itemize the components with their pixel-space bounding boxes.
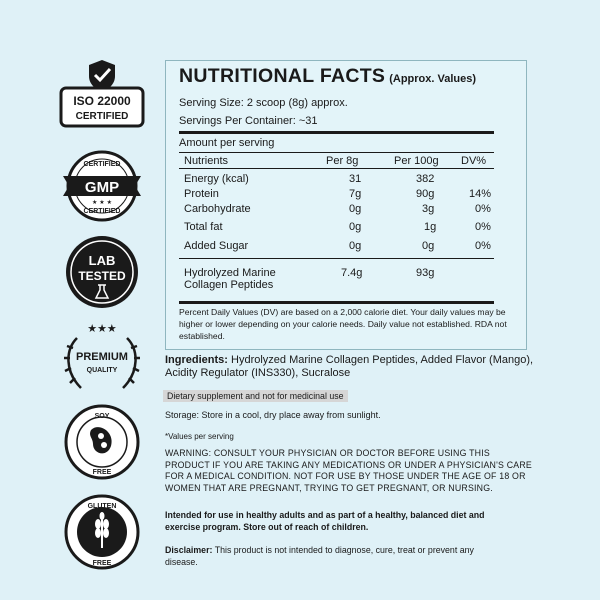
gmp-bottom: CERTIFIED bbox=[83, 208, 121, 215]
facts-subtitle: (Approx. Values) bbox=[389, 73, 477, 85]
values-note: *Values per serving bbox=[165, 432, 234, 441]
header-dv: DV% bbox=[461, 155, 487, 167]
certification-badges bbox=[0, 0, 150, 600]
row-protein-dv: 14% bbox=[469, 188, 492, 200]
premium-quality-badge bbox=[55, 316, 150, 398]
row-fat-per8g: 0g bbox=[349, 221, 362, 233]
iso-22000-badge bbox=[55, 58, 150, 140]
row-sugar-per100g: 0g bbox=[422, 240, 435, 252]
divider bbox=[179, 152, 494, 153]
iso-line2: CERTIFIED bbox=[75, 111, 129, 122]
row-energy-per100g: 382 bbox=[416, 173, 435, 185]
disclaimer-text: This product is not intended to diagnose, cure, treat or prevent any disease. bbox=[165, 545, 474, 567]
row-carb-name: Carbohydrate bbox=[184, 203, 251, 215]
collagen-line2: Collagen Peptides bbox=[184, 279, 274, 291]
divider bbox=[179, 168, 494, 169]
header-nutrient: Nutrients bbox=[184, 155, 229, 167]
header-per8g: Per 8g bbox=[326, 155, 359, 167]
warning-text: WARNING: CONSULT YOUR PHYSICIAN OR DOCTOR BEFORE USING THIS PRODUCT IF YOU ARE TAKING ANY MEDICATIONS OR UNDER A PHYSICIAN'S CARE FOR A MEDICAL CONDITION. NOT FOR USE BY THOSE UNDER THE AGE OF 18 OR WOMEN THAT ARE PREGNANT, TRYING TO GET PREGNANT, OR NURSING. bbox=[165, 448, 532, 493]
dietary-notice: Dietary supplement and not for medicinal use bbox=[163, 390, 348, 402]
amount-per-serving: Amount per serving bbox=[179, 137, 275, 149]
iso-line1: ISO 22000 bbox=[73, 94, 131, 108]
row-protein-per100g: 90g bbox=[416, 188, 435, 200]
lab-line1: LAB bbox=[88, 253, 116, 268]
header-per100g: Per 100g bbox=[394, 155, 439, 167]
row-energy-per8g: 31 bbox=[349, 173, 362, 185]
thick-divider bbox=[179, 301, 494, 304]
facts-title: NUTRITIONAL FACTS bbox=[179, 65, 386, 87]
row-sugar-name: Added Sugar bbox=[184, 240, 249, 252]
gmp-main: GMP bbox=[84, 179, 120, 196]
stars-icon: ★★★ bbox=[87, 322, 117, 335]
gluten-bottom: FREE bbox=[92, 560, 112, 567]
ingredients-label: Ingredients: bbox=[165, 354, 228, 366]
collagen-line1: Hydrolyzed Marine bbox=[184, 267, 276, 279]
divider bbox=[179, 258, 494, 259]
thick-divider bbox=[179, 131, 494, 134]
nutrition-facts-panel bbox=[165, 60, 527, 350]
servings-per-container: Servings Per Container: ~31 bbox=[179, 115, 318, 127]
row-sugar-dv: 0% bbox=[475, 240, 491, 252]
row-fat-name: Total fat bbox=[184, 221, 223, 233]
disclaimer-label: Disclaimer: bbox=[165, 545, 213, 555]
row-collagen-per8g: 7.4g bbox=[341, 267, 363, 279]
laurel-icon bbox=[64, 338, 140, 388]
ingredients bbox=[165, 354, 565, 380]
premium-line1: PREMIUM bbox=[76, 351, 128, 363]
gluten-free-badge bbox=[55, 492, 150, 574]
lab-tested-badge bbox=[55, 232, 150, 314]
svg-text:★ ★ ★: ★ ★ ★ bbox=[92, 199, 112, 206]
row-collagen-per100g: 93g bbox=[416, 267, 435, 279]
soy-top: SOY bbox=[94, 413, 110, 420]
premium-line2: QUALITY bbox=[86, 367, 118, 374]
facts-title-row bbox=[179, 65, 476, 88]
row-collagen-name bbox=[184, 267, 276, 291]
serving-size: Serving Size: 2 scoop (8g) approx. bbox=[179, 97, 348, 109]
row-sugar-per8g: 0g bbox=[349, 240, 362, 252]
ingredients-text: Hydrolyzed Marine Collagen Peptides, Added Flavor (Mango), Acidity Regulator (INS330), Sucralose bbox=[165, 354, 534, 379]
soy-bottom: FREE bbox=[92, 469, 112, 476]
lab-line2: TESTED bbox=[78, 269, 126, 283]
row-energy-name: Energy (kcal) bbox=[184, 173, 249, 185]
row-carb-dv: 0% bbox=[475, 203, 491, 215]
storage-instructions: Storage: Store in a cool, dry place away from sunlight. bbox=[165, 410, 381, 420]
disclaimer bbox=[165, 545, 505, 568]
gluten-top: GLUTEN bbox=[87, 503, 117, 510]
dv-footnote: Percent Daily Values (DV) are based on a 2,000 calorie diet. Your daily values may be higher or lower depending on your calorie needs. Daily value not established. RDA not established. bbox=[179, 307, 507, 341]
row-carb-per100g: 3g bbox=[422, 203, 435, 215]
gmp-top: CERTIFIED bbox=[83, 161, 121, 168]
gmp-badge bbox=[55, 146, 150, 228]
intended-use: Intended for use in healthy adults and as part of a healthy, balanced diet and exercise program. Store out of reach of children. bbox=[165, 510, 485, 532]
soy-free-badge bbox=[55, 402, 150, 484]
row-protein-name: Protein bbox=[184, 188, 219, 200]
row-protein-per8g: 7g bbox=[349, 188, 362, 200]
row-carb-per8g: 0g bbox=[349, 203, 362, 215]
row-fat-per100g: 1g bbox=[424, 221, 437, 233]
row-fat-dv: 0% bbox=[475, 221, 491, 233]
